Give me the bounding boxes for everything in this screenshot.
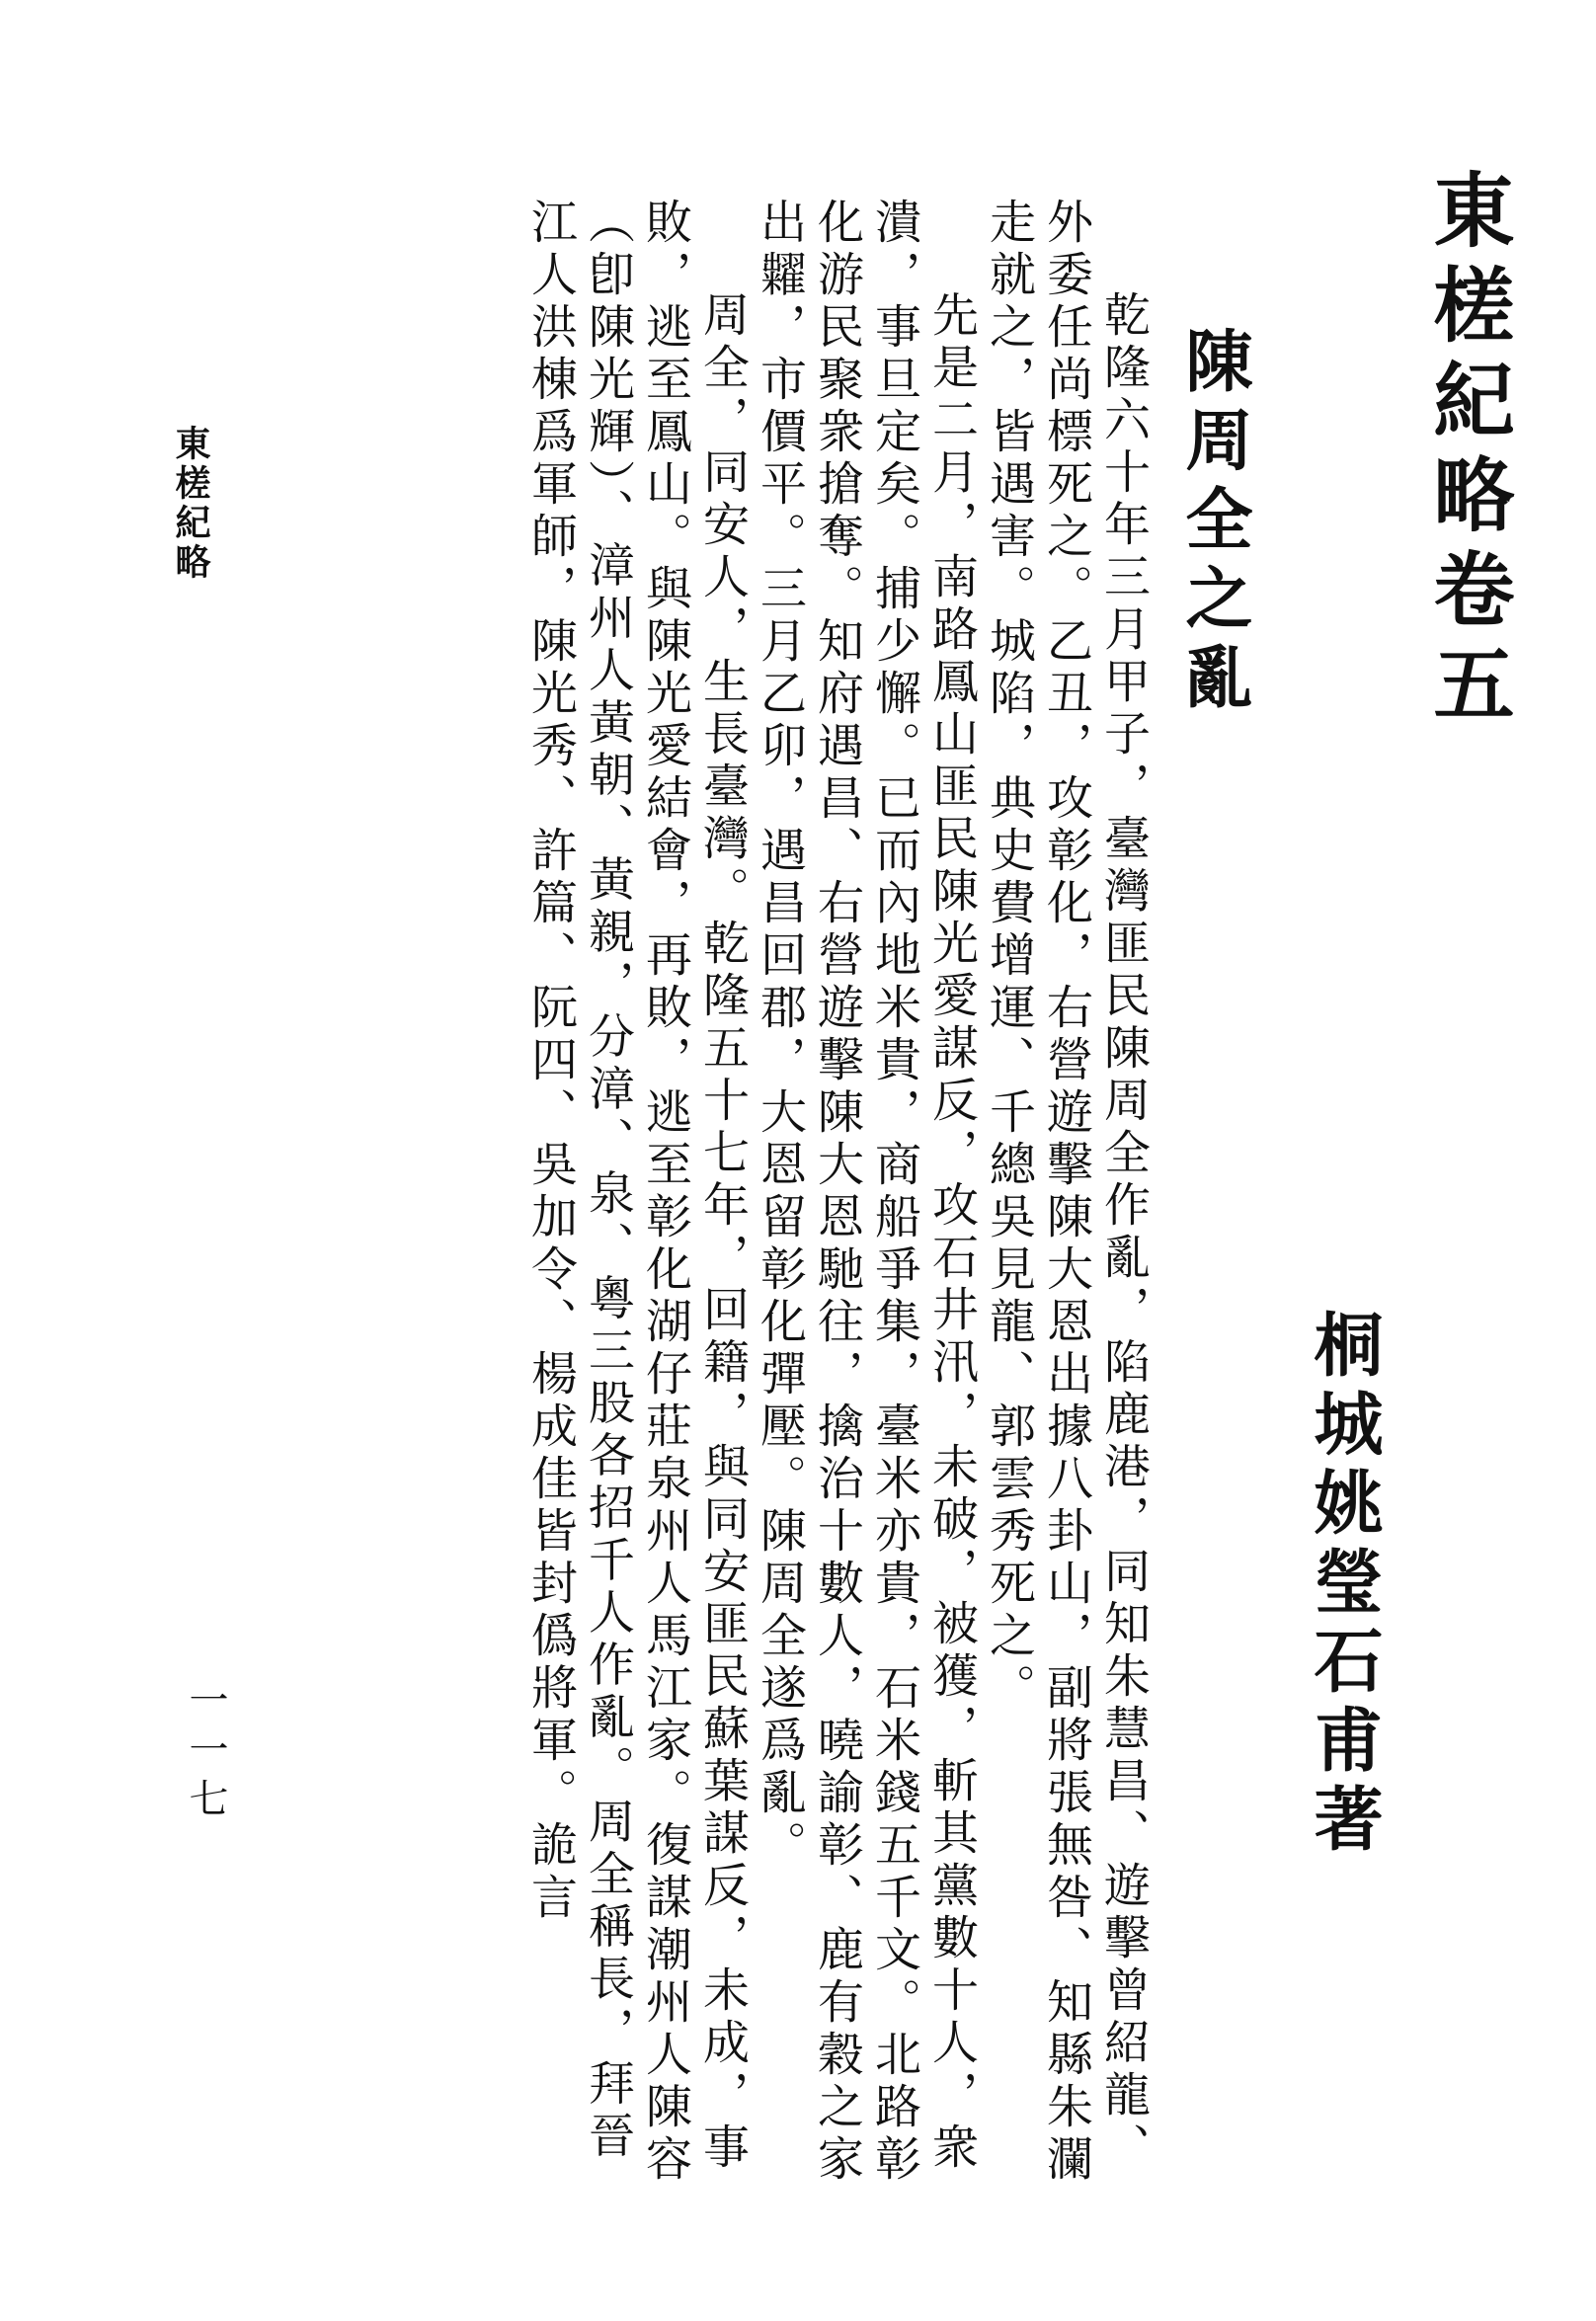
page-number: 一一七 xyxy=(183,1679,228,1827)
book-title: 東槎紀略卷五 xyxy=(1420,168,1515,737)
body-text xyxy=(521,198,1152,2202)
paragraph-1: 乾隆六十年三月甲子，臺灣匪民陳周全作亂，陷鹿港，同知朱慧昌、遊擊曾紹龍、外委任尚標死之。乙丑，攻彰化，右營遊擊陳大恩出據八卦山，副將張無咎、知縣朱瀾走就之，皆遇害。城陷，典史費增運、千總吳見龍、郭雲秀死之。 xyxy=(982,198,1151,2187)
paragraph-2: 先是二月，南路鳳山匪民陳光愛謀反，攻石井汛，未破，被獲，斬其黨數十人，衆潰，事旦定矣。捕少懈。已而內地米貴，商船爭集，臺米亦貴，石米錢五千文。北路彰化游民聚衆搶奪。知府遇昌、右營遊擊陳大恩馳往，擒治十數人，曉諭彰、鹿有穀之家出糶，市價平。三月乙卯，遇昌回郡，大恩留彰化彈壓。陳周全遂爲亂。 xyxy=(753,198,979,2187)
chapter-title: 陳周全之亂 xyxy=(1174,326,1253,721)
paragraph-3: 周全，同安人，生長臺灣。乾隆五十七年，回籍，與同安匪民蘇葉謀反，未成，事敗，逃至鳳山。與陳光愛結會，再敗，逃至彰化湖仔莊泉州人馬江家。復謀潮州人陳容（卽陳光輝）、漳州人黃朝、黃親，分漳、泉、粵三股各招千人作亂。周全稱長，拜晉江人洪棟爲軍師，陳光秀、許篇、阮四、吳加令、楊成佳皆封僞將軍。詭言 xyxy=(523,198,750,2187)
running-title: 東槎紀略 xyxy=(170,425,211,583)
author-line: 桐城姚瑩石甫著 xyxy=(1303,1309,1385,1862)
